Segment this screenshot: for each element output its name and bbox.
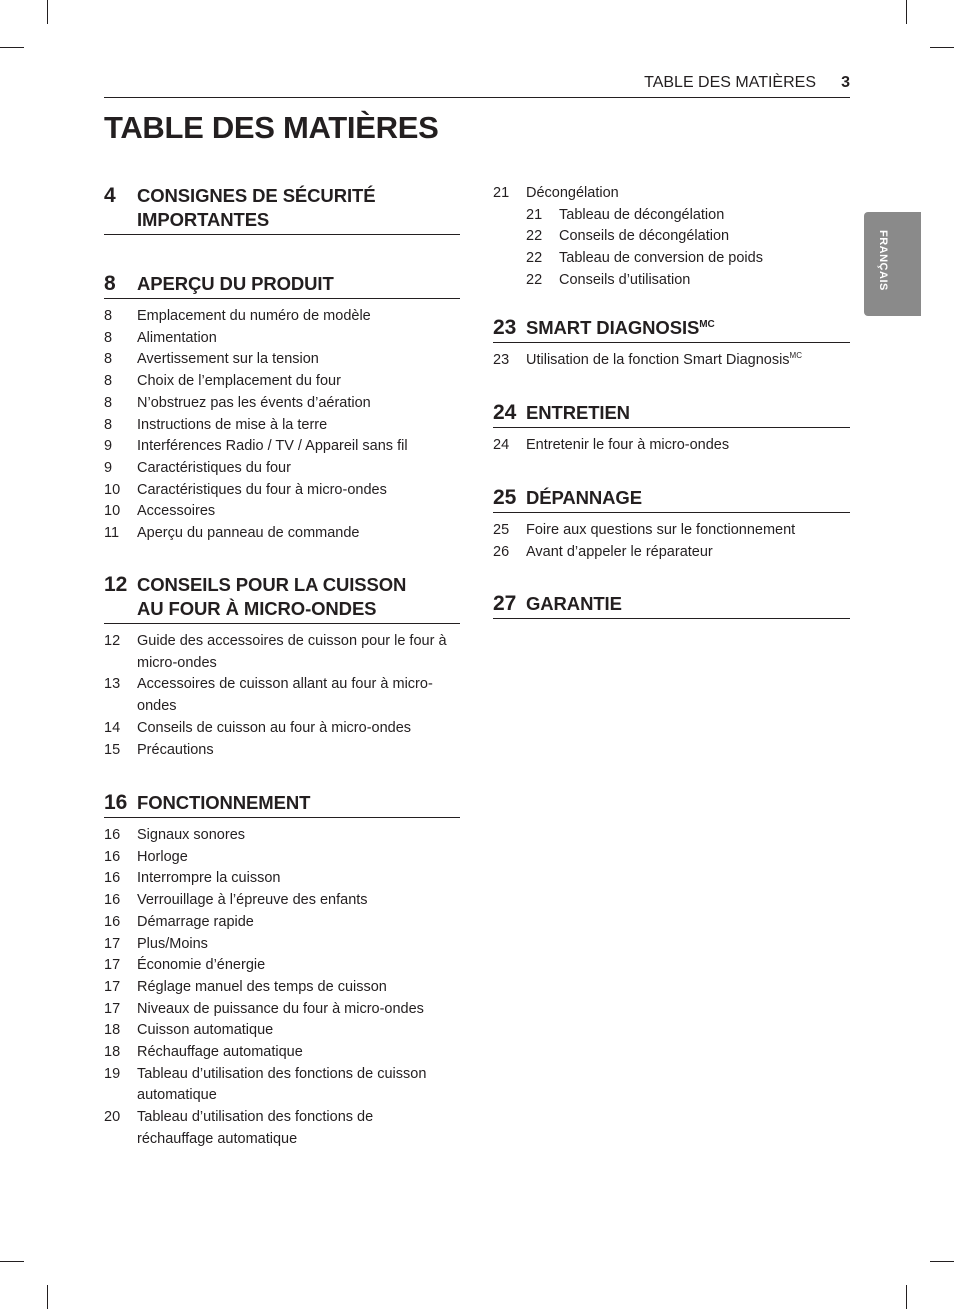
section-heading	[104, 272, 460, 299]
section-page-number: 24	[493, 401, 517, 424]
entry-title-line: Réglage manuel des temps de cuisson	[137, 978, 387, 995]
toc-entry	[104, 999, 460, 1021]
section-title-line: DÉPANNAGE	[526, 487, 642, 508]
entry-page-number: 25	[493, 522, 510, 538]
section-title-line: GARANTIE	[526, 593, 622, 614]
entry-page-number: 9	[104, 438, 113, 455]
crop-mark	[0, 47, 24, 48]
entry-title	[137, 436, 460, 458]
toc-section	[493, 316, 850, 372]
entry-title	[137, 415, 460, 437]
toc-subentry	[493, 248, 850, 270]
section-title	[137, 184, 375, 232]
entry-title-line: Démarrage rapide	[137, 913, 254, 930]
toc-entry	[104, 934, 460, 956]
section-page-number: 27	[493, 592, 517, 615]
entry-title-line: Aperçu du panneau de commande	[137, 525, 360, 542]
entry-title-line: ondes	[137, 698, 177, 715]
entry-page-number: 8	[104, 329, 113, 346]
section-entries	[493, 435, 850, 457]
entry-title	[137, 740, 460, 762]
entry-page-number: 22	[526, 250, 543, 267]
section-entries	[104, 825, 460, 1151]
toc-entry	[104, 1020, 460, 1042]
entry-page-number: 9	[104, 459, 113, 476]
entry-page-number: 10	[104, 481, 121, 498]
entry-title	[559, 226, 850, 248]
section-title	[137, 573, 406, 621]
crop-mark	[906, 1285, 907, 1309]
section-heading	[493, 592, 850, 619]
entry-page-number: 17	[104, 1000, 121, 1017]
entry-title-line: Avant d’appeler le réparateur	[526, 543, 713, 560]
section-title-line: FONCTIONNEMENT	[137, 792, 311, 813]
toc-entry	[104, 501, 460, 523]
entry-page-number: 11	[104, 525, 120, 542]
toc-section	[493, 401, 850, 457]
crop-mark	[906, 0, 907, 24]
toc-entry	[104, 328, 460, 350]
entry-page-number: 21	[526, 206, 543, 223]
entry-title	[137, 1107, 460, 1150]
entry-title-line: Accessoires de cuisson allant au four à micro-	[137, 676, 433, 693]
entry-title-line: Avertissement sur la tension	[137, 351, 319, 368]
page-title: TABLE DES MATIÈRES	[104, 110, 439, 145]
entry-title	[137, 1064, 460, 1107]
entry-page-number: 24	[493, 437, 510, 453]
entry-title	[137, 825, 460, 847]
toc-entry	[104, 912, 460, 934]
entry-title	[137, 718, 460, 740]
section-title-line: CONSEILS POUR LA CUISSON	[137, 574, 407, 595]
entry-page-number: 26	[493, 543, 510, 560]
entry-page-number: 18	[104, 1022, 121, 1039]
section-title	[137, 791, 310, 815]
crop-mark	[930, 1261, 954, 1262]
toc-entry	[104, 718, 460, 740]
crop-mark	[0, 1261, 24, 1262]
entry-title-line: micro-ondes	[137, 654, 217, 671]
section-page-number: 4	[104, 184, 116, 207]
entry-page-number: 16	[104, 913, 121, 930]
toc-section	[493, 486, 850, 563]
entry-title-line: Tableau d’utilisation des fonctions de	[137, 1109, 374, 1126]
toc-section	[104, 184, 460, 235]
entry-page-number: 8	[104, 394, 113, 411]
entry-title	[137, 306, 460, 328]
entry-title-line: réchauffage automatique	[137, 1130, 298, 1147]
section-page-number: 8	[104, 272, 116, 295]
toc-entry	[104, 480, 460, 502]
page-number: 3	[841, 74, 850, 91]
entry-title-line: Caractéristiques du four	[137, 459, 291, 476]
toc-entry	[104, 977, 460, 999]
entry-title	[137, 523, 460, 545]
entry-title	[559, 270, 850, 292]
toc-entry	[493, 350, 850, 372]
entry-title	[137, 934, 460, 956]
section-title	[526, 486, 642, 510]
toc-subentry	[493, 226, 850, 248]
entry-page-number: 22	[526, 228, 543, 245]
entry-title-line: Conseils d’utilisation	[559, 271, 691, 288]
entry-page-number: 14	[104, 719, 121, 736]
section-title	[526, 316, 715, 340]
entry-title-line: Verrouillage à l’épreuve des enfants	[137, 892, 368, 909]
entry-page-number: 8	[104, 373, 113, 390]
section-title	[137, 272, 334, 296]
entry-title-line: Conseils de cuisson au four à micro-ondes	[137, 719, 412, 736]
section-page-number: 23	[493, 316, 517, 339]
entry-title	[526, 183, 850, 205]
entry-title-line: Choix de l’emplacement du four	[137, 373, 341, 390]
crop-mark	[47, 0, 48, 24]
section-page-number: 25	[493, 486, 517, 509]
entry-title	[137, 868, 460, 890]
toc-entry	[104, 1042, 460, 1064]
toc-entry	[104, 1064, 460, 1107]
running-title: TABLE DES MATIÈRES	[644, 74, 816, 91]
entry-title-line: Alimentation	[137, 329, 217, 346]
toc-entry	[493, 435, 850, 457]
section-page-number: 12	[104, 573, 128, 596]
entry-title-line: Tableau d’utilisation des fonctions de cuisson	[137, 1065, 427, 1082]
entry-title	[526, 350, 850, 372]
entry-title	[137, 890, 460, 912]
entry-title	[137, 631, 460, 674]
entry-title-line: Plus/Moins	[137, 935, 208, 952]
toc-entry	[104, 349, 460, 371]
entry-title	[526, 435, 850, 457]
section-title-line: IMPORTANTES	[137, 209, 270, 230]
entry-title-line: Instructions de mise à la terre	[137, 416, 328, 433]
toc-entry	[104, 674, 460, 717]
entry-page-number: 21	[493, 185, 510, 201]
toc-entry	[104, 1107, 460, 1150]
section-entries	[104, 631, 460, 761]
toc-entry	[104, 868, 460, 890]
entry-page-number: 13	[104, 676, 121, 693]
toc-entry	[104, 631, 460, 674]
section-title	[526, 401, 630, 425]
section-title-line: AU FOUR À MICRO-ONDES	[137, 598, 377, 619]
section-page-number: 16	[104, 791, 128, 814]
toc-entry	[104, 890, 460, 912]
entry-title-line: Niveaux de puissance du four à micro-ondes	[137, 1000, 424, 1017]
entry-title-line: Réchauffage automatique	[137, 1044, 303, 1061]
entry-title	[559, 205, 850, 227]
entry-title-line: automatique	[137, 1087, 217, 1104]
section-heading	[104, 573, 460, 624]
toc-entry	[104, 740, 460, 762]
toc-subentry	[493, 270, 850, 292]
language-tab	[864, 212, 921, 316]
section-title-line: ENTRETIEN	[526, 402, 630, 423]
entry-title	[137, 1042, 460, 1064]
toc-entry	[104, 393, 460, 415]
toc-section	[104, 573, 460, 761]
section-title-line: CONSIGNES DE SÉCURITÉ	[137, 185, 376, 206]
entry-page-number: 16	[104, 848, 121, 865]
section-entries	[104, 306, 460, 545]
toc-continued-entries	[493, 183, 850, 292]
entry-page-number: 8	[104, 416, 113, 433]
toc-entry	[104, 415, 460, 437]
entry-title	[137, 1020, 460, 1042]
section-heading	[493, 401, 850, 428]
entry-title	[137, 480, 460, 502]
toc-entry	[104, 306, 460, 328]
entry-title-line: Économie d’énergie	[137, 957, 266, 974]
toc-section	[493, 592, 850, 619]
entry-title-line: N’obstruez pas les évents d’aération	[137, 394, 371, 411]
entry-title	[137, 912, 460, 934]
entry-page-number: 17	[104, 978, 121, 995]
toc-entry	[104, 825, 460, 847]
entry-title	[137, 955, 460, 977]
entry-title-line: Accessoires	[137, 503, 216, 520]
entry-title-line: Tableau de conversion de poids	[559, 250, 763, 267]
entry-title-line: Décongélation	[526, 185, 619, 201]
toc-entry	[104, 955, 460, 977]
toc-entry	[104, 371, 460, 393]
toc-subentry	[493, 205, 850, 227]
entry-page-number: 17	[104, 957, 121, 974]
entry-title	[137, 674, 460, 717]
entry-page-number: 8	[104, 308, 113, 324]
toc-section	[104, 272, 460, 545]
entry-page-number: 20	[104, 1109, 121, 1126]
section-entries	[493, 520, 850, 563]
toc-entry	[493, 542, 850, 564]
entry-page-number: 17	[104, 935, 121, 952]
section-heading	[493, 316, 850, 343]
entry-title-line: Cuisson automatique	[137, 1022, 274, 1039]
entry-page-number: 16	[104, 870, 121, 887]
section-heading	[104, 184, 460, 235]
trademark-superscript: MC	[699, 319, 715, 330]
entry-page-number: 15	[104, 741, 121, 758]
entry-title-line: Caractéristiques du four à micro-ondes	[137, 481, 387, 498]
entry-title	[137, 393, 460, 415]
entry-title	[526, 520, 850, 542]
entry-page-number: 16	[104, 827, 121, 843]
entry-title-line: Interférences Radio / TV / Appareil sans fil	[137, 438, 408, 455]
toc-entry	[104, 436, 460, 458]
entry-title	[137, 501, 460, 523]
section-entries	[493, 350, 850, 372]
entry-page-number: 18	[104, 1044, 121, 1061]
entry-title-line: Emplacement du numéro de modèle	[137, 308, 371, 324]
toc-entry	[493, 183, 850, 205]
entry-title	[137, 349, 460, 371]
language-tab-label: FRANÇAIS	[877, 230, 889, 291]
section-heading	[104, 791, 460, 818]
entry-page-number: 16	[104, 892, 121, 909]
running-header	[104, 73, 850, 98]
entry-title	[137, 999, 460, 1021]
entry-title-line: Foire aux questions sur le fonctionnement	[526, 522, 796, 538]
entry-title	[559, 248, 850, 270]
entry-page-number: 23	[493, 352, 510, 368]
toc-section	[104, 791, 460, 1151]
entry-page-number: 22	[526, 271, 543, 288]
entry-title	[137, 458, 460, 480]
entry-page-number: 8	[104, 351, 113, 368]
entry-title	[137, 847, 460, 869]
crop-mark	[930, 47, 954, 48]
entry-title	[526, 542, 850, 564]
section-title-line: APERÇU DU PRODUIT	[137, 273, 334, 294]
entry-title-line: Guide des accessoires de cuisson pour le four à	[137, 633, 447, 649]
entry-page-number: 10	[104, 503, 121, 520]
entry-title-line: Tableau de décongélation	[559, 206, 725, 223]
toc-entry	[104, 847, 460, 869]
entry-title	[137, 371, 460, 393]
entry-title-line: Signaux sonores	[137, 827, 246, 843]
toc-entry	[493, 520, 850, 542]
trademark-superscript: MC	[789, 351, 802, 360]
entry-page-number: 12	[104, 633, 121, 649]
entry-title-line: Précautions	[137, 741, 214, 758]
entry-title-line: Utilisation de la fonction Smart Diagnosis	[526, 352, 790, 368]
section-heading	[493, 486, 850, 513]
entry-title-line: Horloge	[137, 848, 188, 865]
toc-entry	[104, 458, 460, 480]
entry-title	[137, 977, 460, 999]
section-title	[526, 592, 622, 616]
entry-title-line: Interrompre la cuisson	[137, 870, 281, 887]
entry-title-line: Conseils de décongélation	[559, 228, 730, 245]
entry-page-number: 19	[104, 1065, 121, 1082]
toc-entry	[104, 523, 460, 545]
entry-title	[137, 328, 460, 350]
entry-title-line: Entretenir le four à micro-ondes	[526, 437, 730, 453]
crop-mark	[47, 1285, 48, 1309]
section-title-line: SMART DIAGNOSIS	[526, 317, 700, 338]
